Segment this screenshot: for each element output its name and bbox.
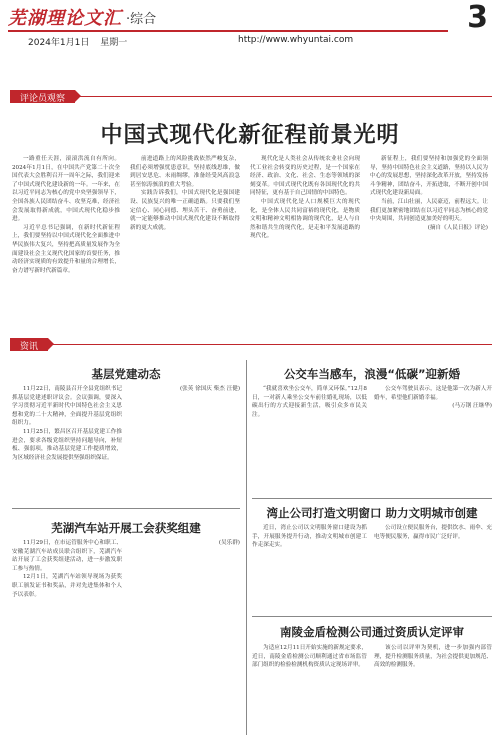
byline: (马万钢 汪继华): [452, 403, 492, 410]
article-body-inspection-company: [252, 644, 367, 738]
divider: [252, 616, 492, 617]
article-byline-bus-station: [130, 539, 240, 734]
article-title-inspection-company: 南陵金盾检测公司通过资质认定评审: [280, 625, 464, 639]
commentary-byline: (摘自《人民日报》评论): [427, 224, 488, 231]
paragraph: 11月29日，在市运管服务中心和职工、安徽芜湖汽车站成员联合组织下，芜湖汽车站开展了工会获奖组建活动，进一步激发职工参与热情。: [12, 540, 122, 572]
paragraph: 近日，湾止公司以文明服务窗口建设为抓手，开展服务提升行动，推动文明城市创建工作走深走实。: [252, 525, 367, 549]
masthead: [8, 0, 492, 48]
paragraph: 新征程上，我们要坚持和加强党的全面领导，坚持中国特色社会主义道路，坚持以人民为中心的发展思想，坚持深化改革开放，坚持发扬斗争精神，团结奋斗，开拓进取，不断开创中国式现代化建设新局面。: [370, 156, 488, 197]
paragraph: 公交车驾驶员表示，这是他第一次为新人开婚车，希望他们新婚幸福。: [374, 386, 492, 401]
commentary-column-3: [250, 155, 360, 355]
paragraph: 一路重任天涯，滚滚洪流自有所向。2024年1月1日，在中国共产党第二十次全国代表大会胜利召开一周年之际，我们迎来了中国式现代化建设新的一年。一年来，在以习近平同志为核心的党中央坚强领导下，全国各族人民团结奋斗、攻坚克难，经济社会发展取得新成就，中国式现代化稳步推进。: [12, 156, 120, 223]
article-body-civilized-window-2: [374, 524, 492, 614]
paragraph: 11月22日，南陵县召开全县党组织书记抓基层党建述职评议会。会议强调，要深入学习贯彻习近平新时代中国特色社会主义思想和党的二十大精神，全面提升基层党组织组织力。: [12, 386, 122, 427]
paragraph: 习近平总书记强调，在新时代新征程上，我们要坚持以中国式现代化全面推进中华民族伟大复兴，坚持把高质量发展作为全面建设社会主义现代化国家的首要任务，推动经济实现质的有效提升和量的合理增长，奋力谱写新时代新篇章。: [12, 224, 120, 274]
ribbon-rule: [80, 96, 492, 97]
page-number: 3: [467, 0, 488, 35]
weekday-text: 星期一: [100, 38, 128, 48]
byline: (张英 徐国庆 柴杰 汪健): [179, 386, 240, 392]
paragraph: 实践告诉我们，中国式现代化是强国建设、民族复兴的唯一正确道路。只要我们坚定信心、同心同德、埋头苦干、奋勇前进，就一定能够推动中国式现代化建设不断取得新的更大成就。: [130, 190, 240, 231]
website-url[interactable]: http://www.whyuntai.com: [238, 35, 354, 45]
commentary-column-4: [370, 155, 488, 355]
paragraph: 该公司以评审为契机，进一步加强内部管理，提升检测服务质量，为社会提供更加规范、高效的检测服务。: [374, 645, 492, 669]
commentary-column-2: [130, 155, 240, 355]
issue-date: [28, 35, 135, 48]
section-ribbon-commentary: 评论员观察: [10, 90, 75, 103]
commentary-column-1: [12, 155, 120, 355]
newspaper-name: 芜湖理论文汇: [8, 8, 122, 29]
column-divider: [246, 360, 247, 735]
section-ribbon-news: 资讯: [10, 338, 48, 351]
date-text: 2024年1月1日: [28, 38, 90, 48]
article-body-inspection-company-2: [374, 644, 492, 738]
ribbon-rule: [48, 344, 492, 345]
article-title-bus-wedding: 公交车当感车，浪漫“低碳”迎新婚: [283, 367, 461, 381]
masthead-rule: [8, 30, 448, 32]
paragraph: 12月1日，芜湖汽车站领导现场为获奖职工颁发证书和奖品，并对先进集体和个人予以表彰。: [12, 574, 122, 598]
divider: [12, 508, 240, 509]
paragraph: 前进道路上的风险挑战依然严峻复杂，我们必须增强忧患意识，坚持底线思维，做到居安思危、未雨绸缪，准备经受风高浪急甚至惊涛骇浪的重大考验。: [130, 156, 240, 188]
section-name: ·综合: [126, 12, 157, 27]
paragraph: 11月25日，繁昌区召开基层党建工作推进会，要求各级党组织坚持问题导向，补短板、强弱项，推动基层党建工作提质增效，为区域经济社会发展提供坚强组织保证。: [12, 428, 122, 461]
article-byline-party-building: [130, 385, 240, 505]
article-body-party-building: [12, 385, 122, 505]
article-title-party-building: 基层党建动态: [91, 367, 161, 381]
article-title-bus-station: 芜湖汽车站开展工会获奖组建: [51, 521, 201, 535]
paragraph: 公司设立便民服务台，提供饮水、雨伞、充电等便民服务，赢得市民广泛好评。: [374, 525, 492, 540]
paragraph: 中国式现代化是人口规模巨大的现代化，是全体人民共同富裕的现代化，是物质文明和精神文明相协调的现代化，是人与自然和谐共生的现代化，是走和平发展道路的现代化。: [250, 198, 360, 240]
divider: [252, 498, 492, 499]
article-body-civilized-window: [252, 524, 367, 614]
paragraph: 当前，江山壮丽，人民豪迈，前程远大。让我们更加紧密地团结在以习近平同志为核心的党中央周围，共同创造更加美好的明天。: [370, 198, 488, 223]
main-headline: 中国式现代化新征程前景光明: [100, 123, 400, 148]
article-body-bus-station: [12, 539, 122, 734]
byline: (吴乐群): [218, 540, 240, 546]
article-body-bus-wedding-2: [374, 385, 492, 495]
paragraph: 为适应12月11日开始实施的新规定要求，近日，南陵金盾检测公司顺利通过省市场监管部门组织的检验检测机构资质认定现场评审。: [252, 645, 367, 669]
article-title-civilized-window: 湾止公司打造文明窗口 助力文明城市创建: [266, 506, 478, 520]
article-body-bus-wedding: [252, 385, 367, 495]
paragraph: 现代化是人类社会从传统农业社会向现代工业社会转变的历史过程，是一个国家在经济、政治、文化、社会、生态等领域的深刻变革。中国式现代化既有各国现代化的共同特征，更有基于自己国情的中国特色。: [250, 156, 360, 197]
paragraph: “我就喜欢坐公交车，简单又环保。”12月8日，一对新人乘坐公交车前往婚礼现场，以低碳出行的方式迎接新生活，吸引众多市民关注。: [252, 386, 367, 418]
